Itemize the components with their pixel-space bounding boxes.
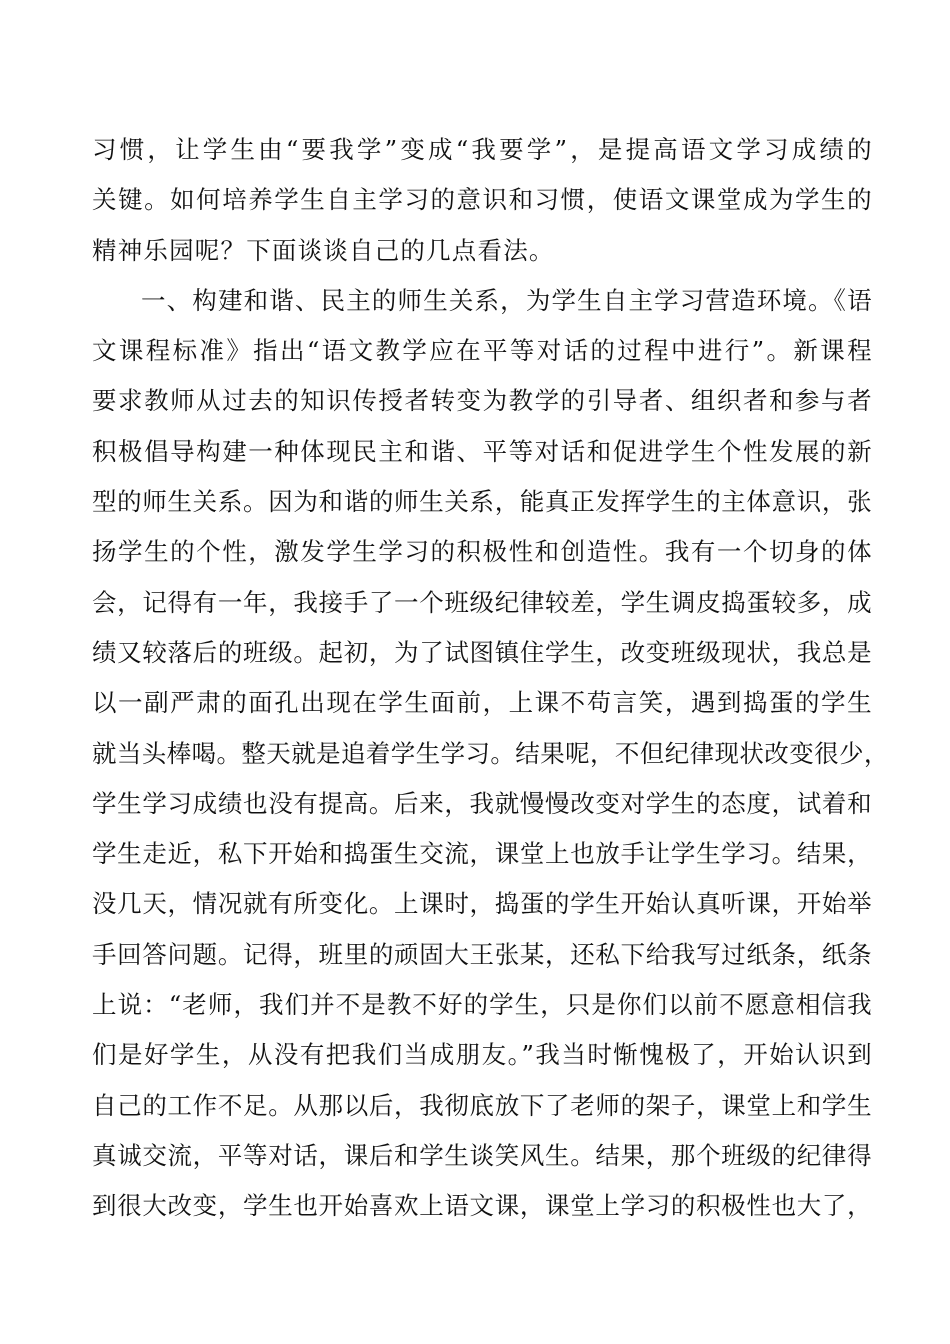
text-line: 精神乐园呢？下面谈谈自己的几点看法。: [92, 235, 555, 265]
text-line: 习惯，让学生由“要我学”变成“我要学”，是提高语文学习成绩的: [92, 135, 872, 164]
text-line: 手回答问题。记得，班里的顽固大王张某，还私下给我写过纸条，纸条: [92, 939, 872, 969]
text-line: 就当头棒喝。整天就是追着学生学习。结果呢，不但纪律现状改变很少，: [92, 738, 889, 768]
text-line: 学生走近，私下开始和捣蛋生交流，课堂上也放手让学生学习。结果，: [92, 839, 872, 869]
text-line: 型的师生关系。因为和谐的师生关系，能真正发挥学生的主体意识，张: [92, 487, 872, 517]
text-line: 要求教师从过去的知识传授者转变为教学的引导者、组织者和参与者: [92, 386, 872, 416]
body-text: [92, 125, 889, 1232]
text-line: 学生学习成绩也没有提高。后来，我就慢慢改变对学生的态度，试着和: [92, 788, 872, 818]
text-line: 自己的工作不足。从那以后，我彻底放下了老师的架子，课堂上和学生: [92, 1090, 872, 1120]
text-line: 到很大改变，学生也开始喜欢上语文课，课堂上学习的积极性也大了，: [92, 1191, 872, 1221]
text-line: 们是好学生，从没有把我们当成朋友。”我当时惭愧极了，开始认识到: [92, 1040, 872, 1070]
text-line: 积极倡导构建一种体现民主和谐、平等对话和促进学生个性发展的新: [92, 436, 872, 466]
text-line: 以一副严肃的面孔出现在学生面前，上课不苟言笑，遇到捣蛋的学生: [92, 688, 872, 718]
text-line: 真诚交流，平等对话，课后和学生谈笑风生。结果，那个班级的纪律得: [92, 1140, 872, 1170]
text-line: 文课程标准》指出“语文教学应在平等对话的过程中进行”。新课程: [92, 336, 872, 366]
text-line: 关键。如何培养学生自主学习的意识和习惯，使语文课堂成为学生的: [92, 185, 872, 215]
text-line: 扬学生的个性，激发学生学习的积极性和创造性。我有一个切身的体: [92, 537, 872, 567]
section-heading-line: 一、构建和谐、民主的师生关系，为学生自主学习营造环境。《语: [141, 285, 872, 315]
text-line: 上说：“老师，我们并不是教不好的学生，只是你们以前不愿意相信我: [92, 990, 872, 1020]
text-line: 绩又较落后的班级。起初，为了试图镇住学生，改变班级现状，我总是: [92, 637, 872, 667]
text-line: 没几天，情况就有所变化。上课时，捣蛋的学生开始认真听课，开始举: [92, 889, 872, 919]
text-line: 会，记得有一年，我接手了一个班级纪律较差，学生调皮捣蛋较多，成: [92, 587, 872, 617]
